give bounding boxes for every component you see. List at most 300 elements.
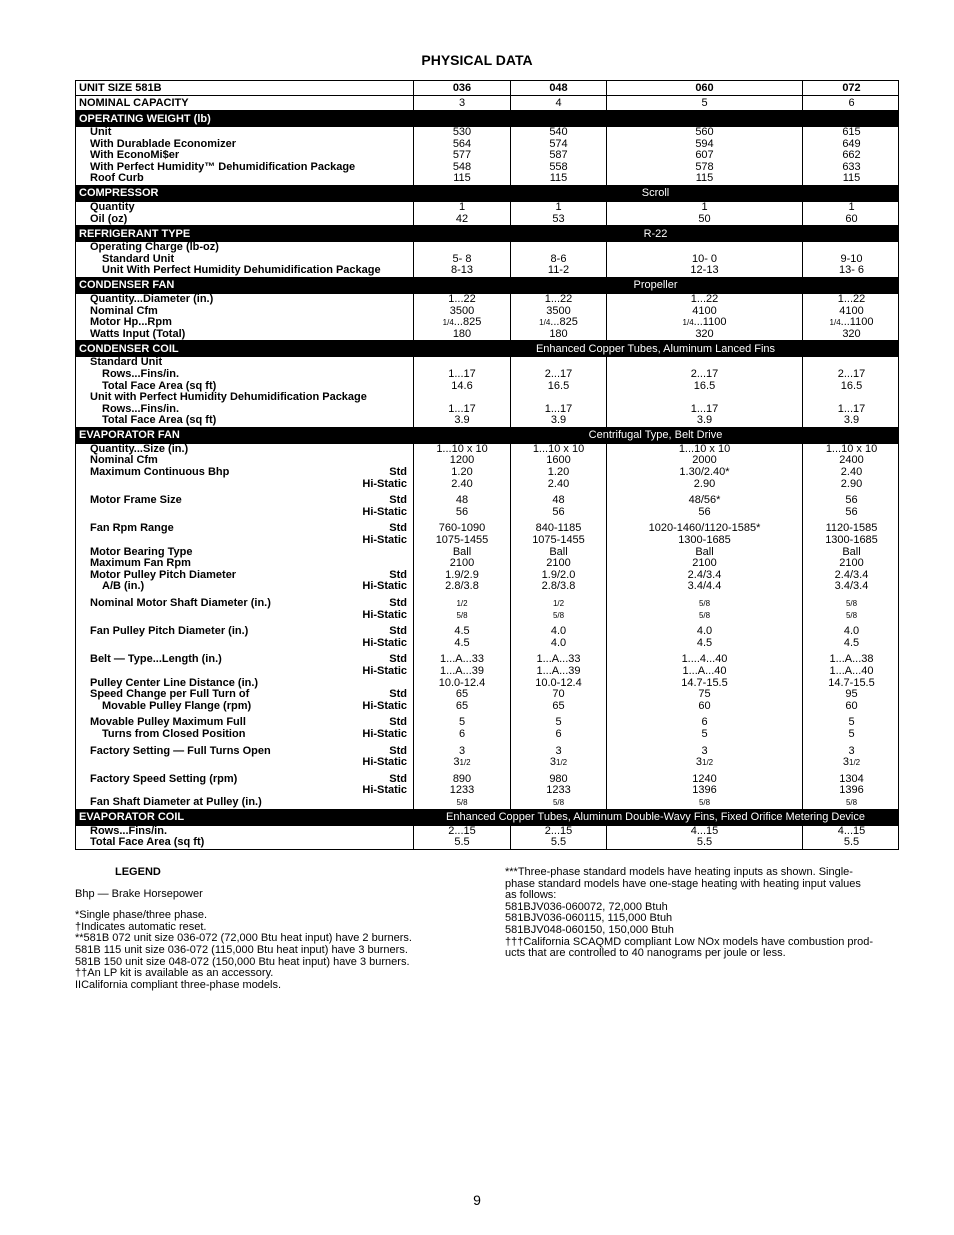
spec-value: 1...17 [413, 369, 510, 381]
spec-row [76, 570, 898, 582]
unit-size-label: UNIT SIZE 581B [79, 82, 162, 94]
spec-value: 50 [606, 214, 802, 226]
spec-label [76, 294, 413, 306]
spec-value: 31/2 [510, 757, 606, 769]
spec-value: 14.6 [413, 381, 510, 393]
legend-note: 581B 150 unit size 048-072 (150,000 Btu heat input) have 3 burners. [75, 955, 410, 968]
spec-value: 2100 [802, 558, 900, 570]
section-name: CONDENSER COIL [79, 342, 179, 355]
footnote-line: ***Three-phase standard models have heating inputs as shown. Single- [505, 866, 853, 878]
spec-variant-tag: Hi-Static [362, 505, 407, 518]
spec-value: 1/4...1100 [606, 317, 802, 329]
spec-row [76, 774, 898, 786]
spec-value: 56 [802, 507, 900, 519]
spec-variant-tag: Std [389, 466, 407, 479]
spec-value: 548 [413, 162, 510, 174]
spec-value: 1200 [413, 455, 510, 467]
spec-value: 607 [606, 150, 802, 162]
physical-data-table [75, 80, 899, 850]
spec-value: 1075-1455 [413, 535, 510, 547]
spec-variant-tag: Std [389, 494, 407, 507]
spec-value: 115 [413, 173, 510, 185]
section-name: REFRIGERANT TYPE [79, 227, 191, 240]
spec-value [510, 392, 606, 404]
spec-value: 8-6 [510, 254, 606, 266]
spec-value: 2...15 [413, 826, 510, 838]
spec-label-text: Motor Pulley Pitch Diameter [90, 568, 237, 581]
spec-value: 1.20 [510, 467, 606, 479]
spec-label-text: Motor Frame Size [90, 494, 182, 507]
spec-variant-tag: Hi-Static [362, 477, 407, 490]
legend-note: †Indicates automatic reset. [75, 920, 207, 933]
section-description: Enhanced Copper Tubes, Aluminum Double-Wavy Fins, Fixed Orifice Metering Device [446, 811, 865, 823]
spec-label-text: Operating Charge (lb-oz) [90, 241, 219, 254]
spec-label [76, 392, 413, 404]
spec-value: 1075-1455 [510, 535, 606, 547]
spec-label [76, 666, 413, 678]
spec-label-text: Rows...Fins/in. [102, 367, 180, 380]
spec-value: 5.5 [606, 837, 802, 849]
spec-value: 3 [606, 746, 802, 758]
spec-label-text: Maximum Continuous Bhp [90, 466, 230, 479]
spec-variant-tag: Std [389, 688, 407, 701]
spec-value: 1...10 x 10 [510, 444, 606, 456]
spec-label-text: Factory Speed Setting (rpm) [90, 772, 238, 785]
spec-value: 10.0-12.4 [510, 678, 606, 690]
spec-variant-tag: Hi-Static [362, 727, 407, 740]
section-description: Propeller [633, 279, 678, 292]
spec-row [76, 666, 898, 678]
spec-value: 1...A...39 [413, 666, 510, 678]
section-name: EVAPORATOR FAN [79, 429, 180, 442]
spec-value: 1120-1585 [802, 523, 900, 535]
spec-value: 4.0 [606, 626, 802, 638]
spec-variant-tag: Std [389, 653, 407, 666]
spec-value: 1...A...39 [510, 666, 606, 678]
spec-value: 115 [606, 173, 802, 185]
spec-value [510, 598, 606, 610]
section-header [76, 110, 898, 127]
spec-label [76, 598, 413, 610]
spec-value [413, 797, 510, 809]
spec-label-text: Oil (oz) [90, 212, 128, 225]
spec-value: 6 [413, 729, 510, 741]
spec-label [76, 173, 413, 185]
spec-row [76, 689, 898, 701]
spec-row [76, 173, 898, 185]
spec-row [76, 329, 898, 341]
spec-value: 1.9/2.0 [510, 570, 606, 582]
legend [75, 867, 412, 991]
spec-row [76, 479, 898, 491]
spec-variant-tag: Hi-Static [362, 580, 407, 593]
spec-value: 1.20 [413, 467, 510, 479]
spec-row [76, 797, 898, 809]
fraction-glyph: 5/8 [456, 610, 468, 620]
spec-variant-tag: Hi-Static [362, 664, 407, 677]
spec-value: 5.5 [802, 837, 900, 849]
section-header [76, 427, 898, 444]
spec-value: 31/2 [802, 757, 900, 769]
spec-value: 8-13 [413, 265, 510, 277]
section-header [76, 340, 898, 357]
spec-row [76, 294, 898, 306]
spec-value: 1 [802, 202, 900, 214]
spec-row [76, 467, 898, 479]
spec-row [76, 654, 898, 666]
spec-label-text: Nominal Cfm [90, 454, 158, 467]
spec-value: 16.5 [510, 381, 606, 393]
spec-value: 1...22 [413, 294, 510, 306]
spec-value: 60 [606, 701, 802, 713]
section-description: Centrifugal Type, Belt Drive [588, 429, 723, 442]
spec-label-text: Rows...Fins/in. [90, 824, 168, 837]
spec-value: 10.0-12.4 [413, 678, 510, 690]
spec-value [802, 797, 900, 809]
spec-value [606, 610, 802, 622]
spec-value: 2...17 [606, 369, 802, 381]
spec-value: 2...15 [510, 826, 606, 838]
spec-label [76, 467, 413, 479]
unit-size-row [76, 81, 898, 96]
spec-value: 1/4...825 [413, 317, 510, 329]
spec-value: 4100 [802, 306, 900, 318]
spec-variant-tag: Hi-Static [362, 534, 407, 547]
spec-label [76, 202, 413, 214]
spec-label-text: Quantity [90, 200, 135, 213]
spec-value [510, 797, 606, 809]
spec-value: 1 [606, 202, 802, 214]
spec-row [76, 547, 898, 559]
spec-row [76, 495, 898, 507]
spec-row [76, 598, 898, 610]
spec-value: 2100 [510, 558, 606, 570]
spec-label-text: Pulley Center Line Distance (in.) [90, 676, 259, 689]
nominal-capacity-048: 4 [510, 96, 606, 110]
spec-value: 4.5 [413, 638, 510, 650]
spec-label [76, 837, 413, 849]
spec-value: 11-2 [510, 265, 606, 277]
spec-value: 6 [606, 717, 802, 729]
spec-row [76, 202, 898, 214]
spec-value: 1...A...40 [606, 666, 802, 678]
spec-value: 2.40 [802, 467, 900, 479]
section-name: CONDENSER FAN [79, 279, 175, 292]
spec-variant-tag: Hi-Static [362, 756, 407, 769]
spec-value [510, 242, 606, 254]
spec-label-text: Total Face Area (sq ft) [90, 836, 205, 849]
spec-label-text: Nominal Motor Shaft Diameter (in.) [90, 597, 271, 609]
section-name: OPERATING WEIGHT (lb) [79, 112, 211, 125]
spec-value: 2400 [802, 455, 900, 467]
spec-row [76, 317, 898, 329]
fraction-glyph: 1/4 [829, 318, 841, 328]
section-name: COMPRESSOR [79, 187, 159, 200]
spec-row [76, 139, 898, 151]
unit-size-048: 048 [510, 81, 606, 95]
spec-value: 3.9 [510, 415, 606, 427]
spec-value: 5.5 [510, 837, 606, 849]
spec-label-text: Standard Unit [102, 252, 175, 265]
spec-value: 1...10 x 10 [413, 444, 510, 456]
spec-row [76, 415, 898, 427]
spec-value: 4.5 [802, 638, 900, 650]
spec-label-text: Unit With Perfect Humidity Dehumidification Package [102, 264, 381, 277]
fraction-glyph: 1/2 [556, 758, 568, 768]
spec-value: 594 [606, 139, 802, 151]
spec-label-text [76, 638, 90, 650]
spec-value: 3 [802, 746, 900, 758]
spec-value: 578 [606, 162, 802, 174]
spec-label [76, 127, 413, 139]
spec-variant-tag: Std [389, 522, 407, 535]
spec-label-text: Motor Bearing Type [90, 545, 193, 558]
spec-value: 574 [510, 139, 606, 151]
spec-value: 3.9 [606, 415, 802, 427]
spec-value: 1...22 [510, 294, 606, 306]
page-number: 9 [473, 1192, 481, 1208]
spec-label [76, 329, 413, 341]
fraction-glyph: 5/8 [456, 797, 468, 807]
spec-label-text: Speed Change per Full Turn of [90, 688, 250, 701]
spec-value: 2.40 [510, 479, 606, 491]
spec-row [76, 746, 898, 758]
spec-row [76, 127, 898, 139]
spec-value: 587 [510, 150, 606, 162]
spec-variant-tag: Std [389, 625, 407, 638]
spec-value: 4.0 [802, 626, 900, 638]
spec-value: 2.4/3.4 [802, 570, 900, 582]
spec-label-text: Nominal Cfm [90, 304, 158, 317]
fraction-glyph: 1/4 [682, 318, 694, 328]
spec-value: 6 [510, 729, 606, 741]
spec-label [76, 214, 413, 226]
spec-label-text [76, 785, 90, 797]
spec-value [802, 242, 900, 254]
fraction-glyph: 1/4 [442, 318, 454, 328]
spec-value: 1...17 [413, 404, 510, 416]
footnotes-right [505, 867, 900, 960]
spec-variant-tag: Std [389, 772, 407, 785]
spec-value: 662 [802, 150, 900, 162]
spec-value: 1240 [606, 774, 802, 786]
spec-value: 13- 6 [802, 265, 900, 277]
legend-note: 581B 115 unit size 036-072 (115,000 Btu heat input) have 3 burners. [75, 943, 408, 956]
spec-value: 2.4/3.4 [606, 570, 802, 582]
spec-row [76, 265, 898, 277]
spec-value: 48 [510, 495, 606, 507]
spec-row [76, 837, 898, 849]
section-description: Enhanced Copper Tubes, Aluminum Lanced Fins [535, 342, 776, 355]
spec-value [606, 392, 802, 404]
spec-value: 75 [606, 689, 802, 701]
spec-row [76, 242, 898, 254]
spec-label [76, 369, 413, 381]
spec-value: 31/2 [606, 757, 802, 769]
spec-value: 320 [802, 329, 900, 341]
spec-label [76, 701, 413, 713]
spec-variant-tag: Hi-Static [362, 784, 407, 797]
spec-label [76, 581, 413, 593]
spec-value: 16.5 [606, 381, 802, 393]
spec-label-text: Roof Curb [90, 172, 144, 185]
spec-value [802, 610, 900, 622]
fraction-glyph: 1/2 [456, 599, 468, 608]
spec-value: 70 [510, 689, 606, 701]
spec-label-text: Movable Pulley Flange (rpm) [102, 699, 252, 712]
spec-value: 4.0 [510, 626, 606, 638]
spec-label [76, 729, 413, 741]
spec-row [76, 701, 898, 713]
footnote-line: 581BJV048-060150, 150,000 Btuh [505, 923, 674, 936]
spec-value: 1...17 [606, 404, 802, 416]
unit-size-036: 036 [413, 81, 510, 95]
spec-row [76, 626, 898, 638]
fraction-glyph: 5/8 [845, 797, 858, 807]
spec-variant-tag: Hi-Static [362, 636, 407, 649]
spec-value: 4.5 [413, 626, 510, 638]
spec-label-text: Standard Unit [90, 356, 163, 369]
legend-note: *Single phase/three phase. [75, 909, 208, 922]
spec-row [76, 638, 898, 650]
fraction-glyph: 5/8 [552, 610, 565, 620]
footnote-line: 581BJV036-060115, 115,000 Btuh [505, 912, 673, 925]
spec-label [76, 415, 413, 427]
spec-label-text [76, 479, 90, 491]
spec-label-text: With Durablade Economizer [90, 137, 236, 150]
spec-value: 1396 [606, 785, 802, 797]
legend-note: ††An LP kit is available as an accessory. [75, 967, 274, 980]
spec-value [413, 610, 510, 622]
spec-label [76, 689, 413, 701]
spec-row [76, 392, 898, 404]
spec-value: 1....4...40 [606, 654, 802, 666]
spec-value: 10- 0 [606, 254, 802, 266]
spec-value: 1396 [802, 785, 900, 797]
spec-value: 53 [510, 214, 606, 226]
spec-row [76, 581, 898, 593]
section-header [76, 225, 898, 242]
spec-value: 12-13 [606, 265, 802, 277]
spec-label-text: Quantity...Size (in.) [90, 442, 189, 455]
spec-row [76, 214, 898, 226]
spec-label [76, 638, 413, 650]
spec-label [76, 265, 413, 277]
spec-value: 56 [606, 507, 802, 519]
spec-row [76, 535, 898, 547]
spec-value: Ball [510, 547, 606, 559]
spec-label-text: Turns from Closed Position [102, 727, 246, 740]
nominal-capacity-row [76, 96, 898, 110]
spec-value: 3.9 [802, 415, 900, 427]
spec-value: 2100 [606, 558, 802, 570]
spec-value: Ball [606, 547, 802, 559]
section-header [76, 185, 898, 202]
spec-value: 1/4...825 [510, 317, 606, 329]
spec-value: 1 [510, 202, 606, 214]
spec-variant-tag: Std [389, 744, 407, 757]
spec-value: 980 [510, 774, 606, 786]
spec-label-text [76, 610, 90, 622]
nominal-capacity-060: 5 [606, 96, 802, 110]
spec-value: 1...10 x 10 [802, 444, 900, 456]
spec-value: 1600 [510, 455, 606, 467]
spec-value: Ball [802, 547, 900, 559]
spec-value: 95 [802, 689, 900, 701]
spec-label-text: With Perfect Humidity™ Dehumidification Package [90, 160, 356, 173]
spec-value [413, 242, 510, 254]
spec-value: 16.5 [802, 381, 900, 393]
legend-bhp: Bhp — Brake Horsepower [75, 887, 203, 900]
spec-label-text [76, 535, 90, 547]
spec-value: 5 [802, 729, 900, 741]
spec-value: 2.40 [413, 479, 510, 491]
fraction-glyph: 5/8 [698, 599, 711, 608]
spec-label-text: Rows...Fins/in. [102, 402, 180, 415]
fraction-glyph: 5/8 [845, 610, 858, 620]
spec-value: 633 [802, 162, 900, 174]
footnote-line: ucts that are controlled to 40 nanograms per joule or less. [505, 947, 786, 960]
spec-value: 1...22 [802, 294, 900, 306]
spec-row [76, 610, 898, 622]
spec-label-text: Motor Hp...Rpm [90, 316, 172, 329]
spec-value: 615 [802, 127, 900, 139]
spec-value: 65 [413, 689, 510, 701]
spec-value: 1...A...38 [802, 654, 900, 666]
fraction-glyph: 5/8 [552, 797, 565, 807]
spec-label-text: Factory Setting — Full Turns Open [90, 744, 271, 757]
spec-label-text: Unit [90, 126, 112, 138]
footnote-line: †††California SCAQMD compliant Low NOx models have combustion prod- [505, 935, 874, 948]
section-description: Scroll [641, 187, 670, 200]
spec-variant-tag: Std [389, 568, 407, 581]
section-description: R-22 [643, 227, 668, 240]
fraction-glyph: 5/8 [845, 599, 858, 608]
spec-value [606, 598, 802, 610]
spec-value: 1020-1460/1120-1585* [606, 523, 802, 535]
section-header [76, 277, 898, 294]
spec-label-text: Fan Shaft Diameter at Pulley (in.) [90, 795, 262, 808]
spec-value: 5 [413, 717, 510, 729]
spec-value: 577 [413, 150, 510, 162]
spec-label-text [76, 666, 90, 678]
spec-value [802, 392, 900, 404]
spec-value: 560 [606, 127, 802, 139]
spec-value: 3500 [510, 306, 606, 318]
spec-label [76, 610, 413, 622]
spec-value: 1233 [413, 785, 510, 797]
footnote-line: phase standard models have one-stage heating with heating input values [505, 877, 861, 890]
spec-label-text: Total Face Area (sq ft) [102, 379, 217, 392]
spec-value: 14.7-15.5 [802, 678, 900, 690]
spec-value: 180 [413, 329, 510, 341]
spec-value: 48 [413, 495, 510, 507]
spec-value [413, 392, 510, 404]
spec-value: 65 [510, 701, 606, 713]
fraction-glyph: 1/2 [702, 758, 714, 768]
spec-value: 840-1185 [510, 523, 606, 535]
spec-value: 4.5 [606, 638, 802, 650]
spec-value: 1...10 x 10 [606, 444, 802, 456]
spec-value: 2.90 [802, 479, 900, 491]
spec-value [606, 242, 802, 254]
spec-variant-tag: Std [389, 597, 407, 609]
spec-value: 115 [802, 173, 900, 185]
spec-value: 1300-1685 [606, 535, 802, 547]
spec-value: 56 [802, 495, 900, 507]
spec-value: 5 [510, 717, 606, 729]
spec-label [76, 507, 413, 519]
